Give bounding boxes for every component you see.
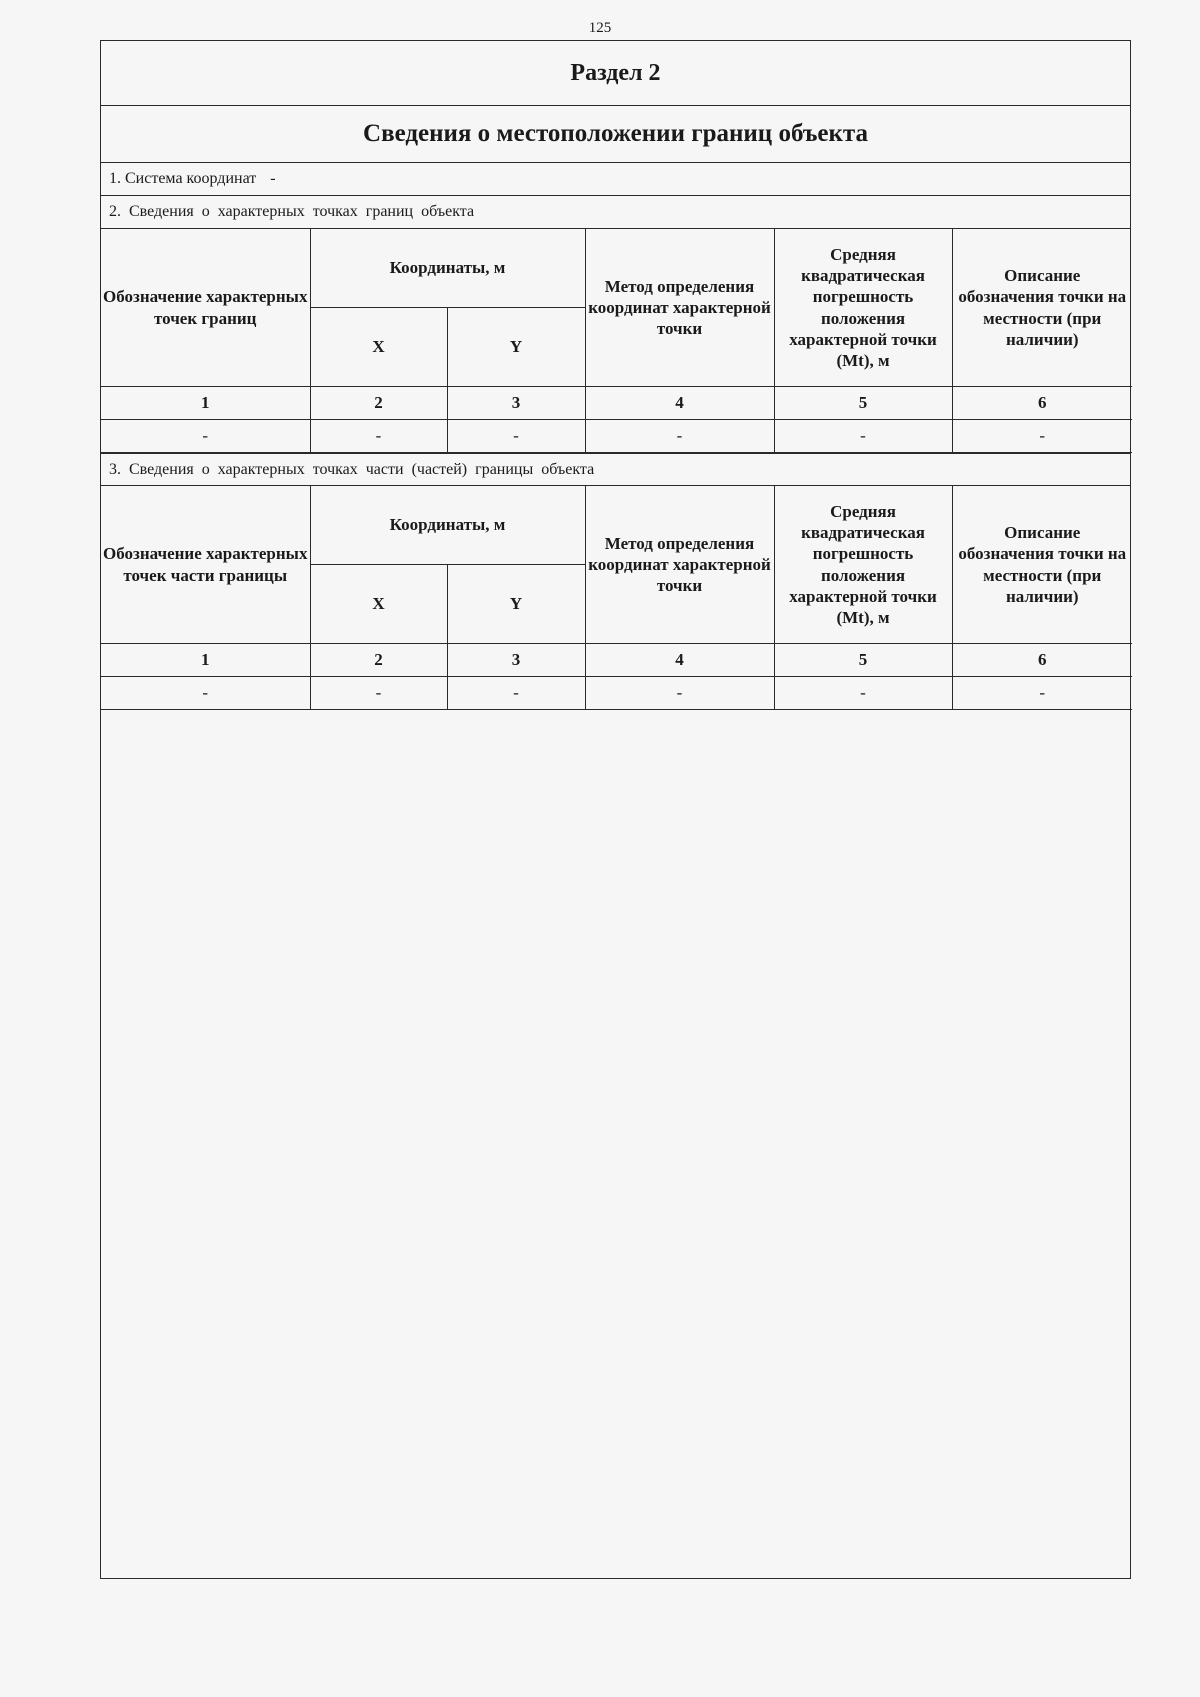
table2-number-cell: 4 [585, 644, 774, 677]
coordinate-system-row [101, 163, 1130, 196]
table2-number-cell: 1 [101, 644, 310, 677]
table1-data-cell: - [310, 420, 447, 453]
table2-data-cell: - [310, 677, 447, 710]
table2-data-cell: - [952, 677, 1132, 710]
table1-data-cell: - [585, 420, 774, 453]
table1-data-row [101, 420, 1132, 453]
table2-heading: 3. Сведения о характерных точках части (частей) границы объекта [101, 453, 1130, 486]
table1-header-row [101, 229, 1132, 308]
coordinate-system-label: 1. Система координат [109, 170, 257, 187]
page-number: 125 [588, 20, 612, 36]
table1-data-cell: - [774, 420, 952, 453]
table2-col-method: Метод определения координат характерной точки [585, 486, 774, 644]
table1-heading: 2. Сведения о характерных точках границ объекта [101, 196, 1130, 229]
table1-col-description: Описание обозначения точки на местности (при наличии) [952, 229, 1132, 387]
table2-col-description: Описание обозначения точки на местности (при наличии) [952, 486, 1132, 644]
table2-col-x: X [310, 565, 447, 644]
table2-col-designation: Обозначение характерных точек части границы [101, 486, 310, 644]
table2-data-row [101, 677, 1132, 710]
table2-col-y: Y [447, 565, 585, 644]
section-title: Сведения о местоположении границ объекта [101, 106, 1130, 163]
table2-number-cell: 5 [774, 644, 952, 677]
table2-data-cell: - [447, 677, 585, 710]
table1-number-cell: 1 [101, 387, 310, 420]
table1-number-cell: 3 [447, 387, 585, 420]
table1-number-cell: 4 [585, 387, 774, 420]
table1-number-cell: 2 [310, 387, 447, 420]
table2-number-cell: 6 [952, 644, 1132, 677]
table1-number-cell: 5 [774, 387, 952, 420]
table2-data-cell: - [774, 677, 952, 710]
boundary-points-table [101, 229, 1132, 453]
table2-col-coordinates: Координаты, м [310, 486, 585, 565]
table1-col-coordinates: Координаты, м [310, 229, 585, 308]
table1-col-y: Y [447, 308, 585, 387]
table2-data-cell: - [101, 677, 310, 710]
table2-data-cell: - [585, 677, 774, 710]
table2-header-row [101, 486, 1132, 565]
table1-data-cell: - [447, 420, 585, 453]
table1-number-cell: 6 [952, 387, 1132, 420]
part-boundary-points-table [101, 486, 1132, 710]
table1-col-x: X [310, 308, 447, 387]
table1-col-method: Метод определения координат характерной точки [585, 229, 774, 387]
table1-data-cell: - [101, 420, 310, 453]
table2-col-error: Средняя квадратическая погрешность положения характерной точки (Mt), м [774, 486, 952, 644]
table2-number-cell: 2 [310, 644, 447, 677]
table2-number-row [101, 644, 1132, 677]
table1-col-error: Средняя квадратическая погрешность положения характерной точки (Mt), м [774, 229, 952, 387]
section-label: Раздел 2 [101, 41, 1130, 106]
coordinate-system-value: - [270, 170, 276, 187]
table1-col-designation: Обозначение характерных точек границ [101, 229, 310, 387]
table2-number-cell: 3 [447, 644, 585, 677]
section-frame [100, 40, 1131, 1579]
table1-number-row [101, 387, 1132, 420]
table1-data-cell: - [952, 420, 1132, 453]
